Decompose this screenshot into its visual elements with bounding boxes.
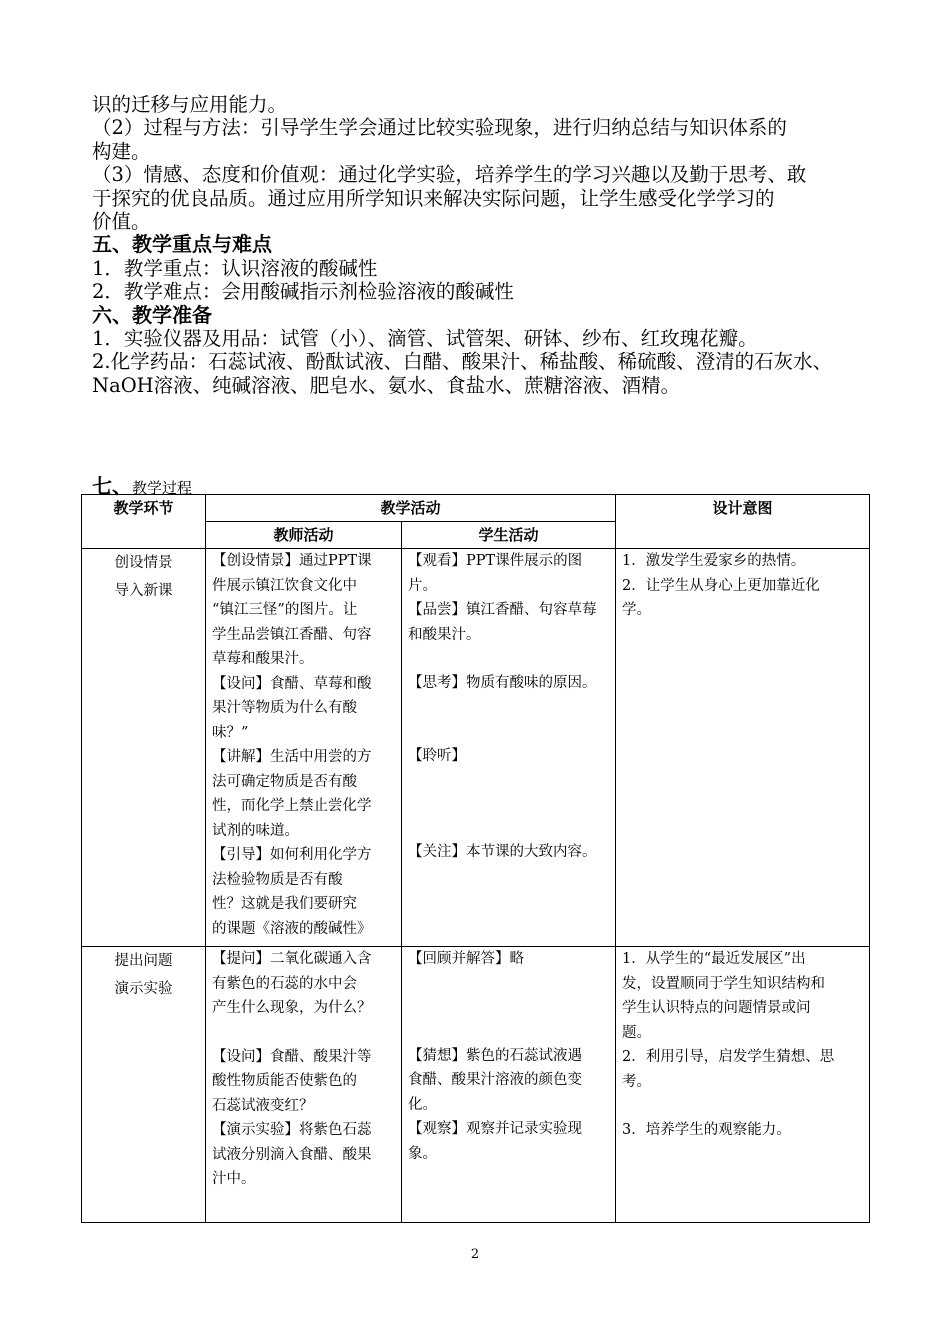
cell-line: 【设问】食醋、草莓和酸 <box>212 675 372 692</box>
cell-line <box>408 792 609 816</box>
cell-line: 【创设情景】通过PPT课 <box>212 553 372 569</box>
cell-line: 【聆听】 <box>408 747 466 764</box>
cell-line: 提出问题 <box>114 953 173 969</box>
design-intent-cell <box>616 947 870 1223</box>
cell-line: 产生什么现象，为什么？ <box>212 1000 372 1016</box>
cell-line: 题。 <box>622 1024 652 1041</box>
cell-line: 【关注】本节课的大致内容。 <box>408 844 597 860</box>
cell-line: 【回顾并解答】略 <box>408 951 524 967</box>
text-line: （3）情感、态度和价值观：通过化学实验，培养学生的学习兴趣以及勤于思考、敢 <box>92 163 807 187</box>
header-activity: 教学活动 <box>206 495 616 522</box>
cell-line: 2．利用引导，启发学生猜想、思 <box>622 1049 835 1065</box>
cell-line: 石蕊试液变红？ <box>212 1097 314 1114</box>
teacher-activity-cell <box>206 947 402 1223</box>
cell-line: 化。 <box>408 1096 437 1113</box>
text-line: （2）过程与方法：引导学生学会通过比较实验现象，进行归纳总结与知识体系的 <box>92 116 787 140</box>
table-header-row <box>82 495 870 522</box>
cell-line: 果汁等物质为什么有酸 <box>212 700 357 716</box>
cell-line: 【演示实验】将紫色石蕊 <box>212 1122 372 1138</box>
teacher-activity-cell <box>206 549 402 947</box>
cell-line: 【观察】观察并记录实验现 <box>408 1121 582 1137</box>
cell-line: 食醋、酸果汁溶液的颜色变 <box>408 1072 582 1088</box>
cell-line <box>408 647 609 671</box>
text-line: 2.化学药品：石蕊试液、酚酞试液、白醋、酸果汁、稀盐酸、稀硫酸、澄清的石灰水、 <box>92 350 833 374</box>
cell-line: 【猜想】紫色的石蕊试液遇 <box>408 1047 582 1064</box>
cell-line <box>408 720 609 744</box>
stage-cell <box>82 947 206 1223</box>
student-activity-cell <box>402 549 616 947</box>
table-row <box>82 947 870 1223</box>
header-student: 学生活动 <box>402 522 616 549</box>
header-stage: 教学环节 <box>82 495 206 549</box>
text-line: 构建。 <box>92 139 151 163</box>
cell-line: 性，而化学上禁止尝化学 <box>212 798 372 814</box>
cell-line: 有紫色的石蕊的水中会 <box>212 975 357 992</box>
cell-line: 件展示镇江饮食文化中 <box>212 577 357 594</box>
cell-line: 味？” <box>212 724 249 741</box>
text-line: 识的迁移与应用能力。 <box>92 93 288 116</box>
cell-line: 考。 <box>622 1073 652 1090</box>
cell-line <box>408 768 609 792</box>
cell-line: 3．培养学生的观察能力。 <box>622 1122 791 1138</box>
page-number: 2 <box>470 1247 480 1262</box>
cell-line <box>408 996 609 1020</box>
text-line: 2．教学难点：会用酸碱指示剂检验溶液的酸碱性 <box>92 280 514 304</box>
cell-line: 【设问】食醋、酸果汁等 <box>212 1048 372 1065</box>
text-line: NaOH溶液、纯碱溶液、肥皂水、氨水、食盐水、蔗糖溶液、酒精。 <box>92 373 681 397</box>
section-title: 教学过程 <box>132 479 193 497</box>
cell-line: 试剂的味道。 <box>212 822 299 839</box>
cell-line: 法可确定物质是否有酸 <box>212 773 357 790</box>
cell-line: 【提问】二氧化碳通入含 <box>212 951 372 967</box>
cell-line: 学。 <box>622 602 652 618</box>
header-teacher: 教师活动 <box>206 522 402 549</box>
stage-cell <box>82 549 206 947</box>
cell-line: 性？这就是我们要研究 <box>212 896 357 912</box>
cell-line: 演示实验 <box>114 981 173 997</box>
cell-line: 【思考】物质有酸味的原因。 <box>408 675 597 691</box>
cell-line: 【讲解】生活中用尝的方 <box>212 749 372 765</box>
cell-line <box>408 1020 609 1044</box>
section-heading-6: 六、教学准备 <box>92 302 212 327</box>
cell-line: 学生品尝镇江香醋、句容 <box>212 626 372 643</box>
cell-line <box>408 816 609 840</box>
cell-line: 创设情景 <box>114 555 173 571</box>
cell-line: 【品尝】镇江香醋、句容草莓 <box>408 602 597 618</box>
cell-line <box>212 1021 395 1045</box>
cell-line: 汁中。 <box>212 1171 256 1187</box>
cell-line <box>622 1094 863 1118</box>
text-line: 价值。 <box>92 210 151 234</box>
cell-line: 1．激发学生爱家乡的热情。 <box>622 553 806 569</box>
cell-line <box>408 972 609 996</box>
cell-line: 法检验物质是否有酸 <box>212 871 343 888</box>
student-activity-cell <box>402 947 616 1223</box>
cell-line: 学生认识特点的问题情景或问 <box>622 1000 811 1016</box>
cell-line: 片。 <box>408 577 437 594</box>
text-line: 1．实验仪器及用品：试管（小）、滴管、试管架、研钵、纱布、红玫瑰花瓣。 <box>92 327 758 351</box>
cell-line <box>408 696 609 720</box>
lesson-process-table <box>81 494 870 1223</box>
cell-line: 草莓和酸果汁。 <box>212 651 314 667</box>
objectives-text <box>92 93 872 397</box>
section-heading-5: 五、教学重点与难点 <box>92 232 272 257</box>
text-line: 1．教学重点：认识溶液的酸碱性 <box>92 256 378 280</box>
cell-line: 象。 <box>408 1145 437 1162</box>
cell-line: 【引导】如何利用化学方 <box>212 847 372 863</box>
cell-line: 和酸果汁。 <box>408 626 481 643</box>
cell-line: 2．让学生从身心上更加靠近化 <box>622 577 820 594</box>
cell-line: 酸性物质能否使紫色的 <box>212 1073 357 1089</box>
cell-line: “镇江三怪”的图片。让 <box>212 602 358 618</box>
table-row <box>82 549 870 947</box>
cell-line: 导入新课 <box>114 583 173 599</box>
cell-line: 的课题《溶液的酸碱性》 <box>212 920 372 937</box>
design-intent-cell <box>616 549 870 947</box>
text-line: 于探究的优良品质。通过应用所学知识来解决实际问题，让学生感受化学学习的 <box>92 186 775 210</box>
cell-line: 【观看】PPT课件展示的图 <box>408 553 583 569</box>
cell-line: 发，设置顺同于学生知识结构和 <box>622 975 826 992</box>
header-intent: 设计意图 <box>616 495 870 549</box>
section-number: 七、 <box>92 474 132 498</box>
cell-line: 试液分别滴入食醋、酸果 <box>212 1146 372 1163</box>
cell-line: 1．从学生的“最近发展区”出 <box>622 951 806 967</box>
